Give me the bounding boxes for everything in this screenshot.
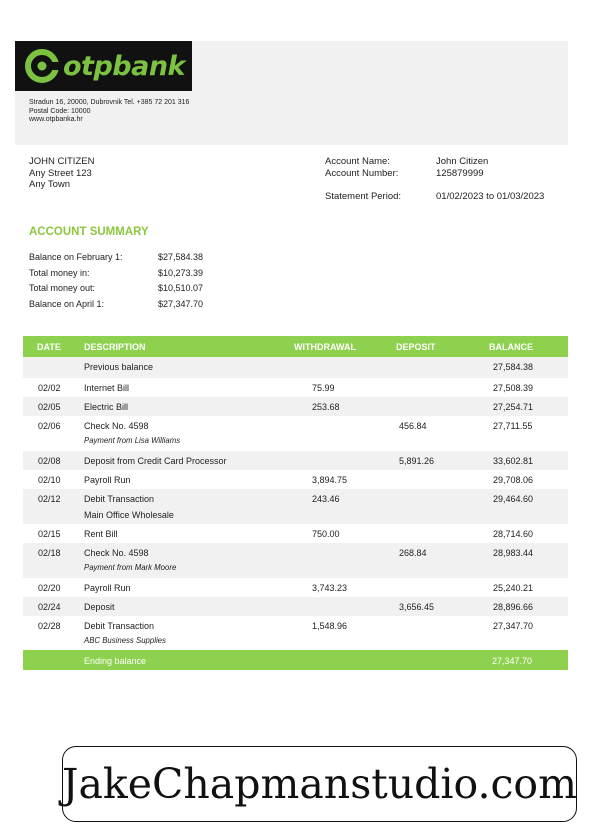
table-body: [23, 357, 568, 650]
account-name-value: John Citizen: [436, 156, 489, 167]
summary-value: $27,347.70: [158, 298, 204, 309]
cell-balance: 28,896.66: [493, 602, 534, 612]
customer-address: [29, 156, 94, 191]
summary-label: Total money out:: [29, 283, 96, 293]
cell-withdrawal: 253.68: [312, 402, 340, 412]
cell-note: ABC Business Supplies: [84, 636, 166, 645]
cell-description: Check No. 4598: [84, 421, 149, 431]
account-name-label: Account Name:: [325, 156, 390, 167]
cell-date: 02/08: [38, 456, 61, 466]
cell-balance: 28,983.44: [493, 548, 534, 558]
summary-row: [29, 268, 203, 284]
summary-value: $27,584.38: [158, 252, 204, 262]
statement-period-label: Statement Period:: [325, 191, 402, 202]
header-balance: BALANCE: [489, 342, 533, 352]
account-summary: [29, 252, 203, 314]
table-row: [23, 416, 568, 451]
watermark-banner: JakeChapmanstudio.com: [62, 746, 577, 822]
cell-date: 02/12: [38, 494, 61, 504]
header-withdrawal: WITHDRAWAL: [294, 342, 356, 352]
bank-address-line1: Stradun 16, 20000, Dubrovnik Tel. +385 72 201 316: [29, 99, 190, 106]
cell-balance: 27,347.70: [493, 621, 534, 631]
cell-withdrawal: 3,743.23: [312, 583, 348, 593]
cell-deposit: 268.84: [399, 548, 427, 558]
cell-balance: 27,711.55: [493, 421, 533, 431]
cell-description: Payroll Run: [84, 583, 131, 593]
table-footer: [23, 650, 568, 670]
account-summary-title: ACCOUNT SUMMARY: [29, 226, 149, 238]
cell-description: Electric Bill: [84, 402, 129, 412]
customer-street: Any Street 123: [29, 167, 92, 179]
cell-date: 02/10: [38, 475, 61, 485]
cell-deposit: 456.84: [399, 421, 427, 431]
bank-postal-code: Postal Code: 10000: [29, 107, 91, 115]
account-number-value: 125879999: [436, 167, 484, 179]
cell-description: Debit Transaction: [84, 621, 155, 631]
table-row: [23, 543, 568, 578]
cell-description: Deposit: [84, 602, 115, 612]
account-number-label: Account Number:: [325, 167, 399, 179]
cell-withdrawal: 243.46: [312, 494, 340, 504]
summary-label: Balance on February 1:: [29, 252, 123, 262]
cell-description: Check No. 4598: [84, 548, 149, 558]
transactions-table: [23, 336, 568, 670]
summary-label: Balance on April 1:: [29, 298, 105, 309]
bank-logo: [15, 41, 192, 91]
table-row: [23, 489, 568, 524]
table-row: [23, 524, 568, 543]
cell-withdrawal: 75.99: [312, 383, 335, 393]
table-row: [23, 578, 568, 597]
table-row: [23, 357, 568, 378]
cell-deposit: 3,656.45: [399, 602, 435, 612]
summary-value: $10,510.07: [158, 283, 204, 293]
summary-value: $10,273.39: [158, 267, 204, 278]
cell-balance: 25,240.21: [493, 583, 534, 593]
cell-balance: 29,708.06: [493, 475, 534, 485]
cell-date: 02/20: [38, 583, 61, 593]
cell-note: Payment from Mark Moore: [84, 563, 177, 572]
cell-balance: 33,602.81: [493, 456, 534, 466]
bank-website: www.otpbanka.hr: [29, 116, 83, 124]
logo-wordmark: otpbank: [63, 50, 186, 82]
cell-balance: 27,254.71: [493, 402, 534, 412]
header-deposit: DEPOSIT: [396, 342, 436, 352]
summary-row: [29, 252, 203, 268]
account-values: [436, 156, 488, 179]
cell-balance: 28,714.60: [493, 529, 534, 539]
table-header: [23, 336, 568, 357]
cell-description: Deposit from Credit Card Processor: [84, 456, 227, 466]
table-row: [23, 378, 568, 397]
cell-balance: 27,584.38: [493, 362, 534, 372]
cell-date: 02/05: [38, 402, 61, 412]
bank-address: [29, 99, 189, 125]
table-row: [23, 470, 568, 489]
summary-row: [29, 283, 203, 299]
summary-row: [29, 299, 203, 315]
table-row: [23, 451, 568, 470]
table-row: [23, 597, 568, 616]
cell-date: 02/18: [38, 548, 61, 558]
customer-town: Any Town: [29, 179, 71, 190]
cell-description: Internet Bill: [84, 383, 130, 393]
cell-date: 02/15: [38, 529, 61, 539]
cell-description: Payroll Run: [84, 475, 131, 485]
table-row: [23, 397, 568, 416]
cell-deposit: 5,891.26: [399, 456, 435, 466]
cell-withdrawal: 1,548.96: [312, 621, 348, 631]
cell-note: Main Office Wholesale: [84, 510, 174, 520]
cell-description: Debit Transaction: [84, 494, 155, 504]
statement-period-value: 01/02/2023 to 01/03/2023: [436, 191, 545, 202]
ending-balance-label: Ending balance: [84, 656, 147, 666]
cell-date: 02/02: [38, 383, 61, 393]
table-row: [23, 616, 568, 650]
header-description: DESCRIPTION: [84, 342, 146, 352]
customer-name: JOHN CITIZEN: [29, 156, 95, 167]
cell-balance: 27,508.39: [493, 383, 534, 393]
cell-balance: 29,464.60: [493, 494, 534, 504]
cell-date: 02/24: [38, 602, 61, 612]
cell-date: 02/06: [38, 421, 61, 431]
cell-description: Rent Bill: [84, 529, 118, 539]
cell-withdrawal: 3,894.75: [312, 475, 348, 485]
summary-label: Total money in:: [29, 267, 90, 278]
account-labels: [325, 156, 398, 179]
ending-balance-value: 27,347.70: [492, 656, 533, 666]
cell-description: Previous balance: [84, 362, 154, 372]
cell-note: Payment from Lisa Williams: [84, 436, 181, 445]
cell-withdrawal: 750.00: [312, 529, 340, 539]
otp-logo-icon: [25, 49, 59, 83]
header-date: DATE: [37, 342, 61, 352]
cell-date: 02/28: [38, 621, 61, 631]
